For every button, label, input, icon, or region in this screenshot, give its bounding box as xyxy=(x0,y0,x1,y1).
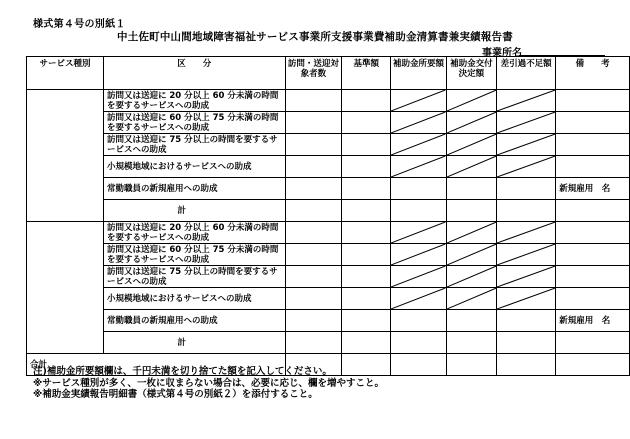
grant-decided-cell xyxy=(446,134,496,156)
grant-decided-cell xyxy=(446,244,496,266)
item-label: 訪問又は送迎に 60 分以上 75 分未満の時間を要するサービスへの助成 xyxy=(103,244,285,266)
subtotal-label: 計 xyxy=(103,200,285,222)
remarks-cell[interactable] xyxy=(556,200,630,222)
grant-decided-cell xyxy=(446,156,496,178)
item-label: 小規模地域におけるサービスへの助成 xyxy=(103,156,285,178)
remarks-cell[interactable] xyxy=(556,90,630,112)
service-type-cell[interactable] xyxy=(27,222,104,354)
item-label: 常勤職員の新規雇用への助成 xyxy=(103,178,285,200)
grant-decided-cell xyxy=(446,90,496,112)
grant-decided-total[interactable] xyxy=(446,354,496,376)
remarks-cell[interactable] xyxy=(556,332,630,354)
difference-cell xyxy=(497,288,556,310)
visits-cell[interactable] xyxy=(285,200,341,222)
service-type-cell[interactable] xyxy=(27,90,104,222)
visits-cell[interactable] xyxy=(285,112,341,134)
remarks-cell[interactable] xyxy=(556,266,630,288)
difference-cell[interactable] xyxy=(497,200,556,222)
table-row xyxy=(27,112,630,134)
difference-cell xyxy=(497,244,556,266)
remarks-cell[interactable] xyxy=(556,288,630,310)
item-label: 訪問又は送迎に 20 分以上 60 分未満の時間を要するサービスへの助成 xyxy=(103,222,285,244)
grant-decided-cell[interactable] xyxy=(446,178,496,200)
grant-decided-cell[interactable] xyxy=(446,310,496,332)
visits-cell[interactable] xyxy=(285,288,341,310)
page-title: 中土佐町中山間地域障害福祉サービス事業所支援事業費補助金清算書兼実績報告書 xyxy=(117,31,513,43)
difference-cell xyxy=(497,222,556,244)
grant-required-cell[interactable] xyxy=(391,310,446,332)
table-row xyxy=(27,134,630,156)
base-amount-cell[interactable] xyxy=(342,332,391,354)
remarks-cell[interactable]: 新規雇用 名 xyxy=(556,310,630,332)
header-difference: 差引過不足額 xyxy=(497,57,556,90)
remarks-total[interactable] xyxy=(556,354,630,376)
grant-required-cell xyxy=(391,112,446,134)
difference-cell xyxy=(497,156,556,178)
remarks-cell[interactable] xyxy=(556,156,630,178)
table-row xyxy=(27,310,630,332)
item-label: 訪問又は送迎に 20 分以上 60 分未満の時間を要するサービスへの助成 xyxy=(103,90,285,112)
header-base-amount: 基準額 xyxy=(342,57,391,90)
item-label: 小規模地域におけるサービスへの助成 xyxy=(103,288,285,310)
grant-decided-cell xyxy=(446,266,496,288)
table-row xyxy=(27,156,630,178)
table-row xyxy=(27,266,630,288)
header-remarks: 備 考 xyxy=(556,57,630,90)
visits-cell[interactable] xyxy=(285,178,341,200)
grant-required-cell[interactable] xyxy=(391,332,446,354)
grant-required-cell xyxy=(391,288,446,310)
grant-required-cell xyxy=(391,244,446,266)
visits-cell[interactable] xyxy=(285,156,341,178)
item-label: 常勤職員の新規雇用への助成 xyxy=(103,310,285,332)
office-name-label: 事業所名 xyxy=(482,48,522,59)
grant-required-cell xyxy=(391,90,446,112)
visits-cell[interactable] xyxy=(285,266,341,288)
visits-cell[interactable] xyxy=(285,244,341,266)
base-amount-cell[interactable] xyxy=(342,200,391,222)
difference-cell xyxy=(497,266,556,288)
visits-cell[interactable] xyxy=(285,90,341,112)
difference-cell xyxy=(497,90,556,112)
difference-cell[interactable] xyxy=(497,310,556,332)
difference-cell[interactable] xyxy=(497,178,556,200)
grant-decided-cell xyxy=(446,222,496,244)
table-row xyxy=(27,222,630,244)
item-label: 訪問又は送迎に 75 分以上の時間を要するサービスへの助成 xyxy=(103,266,285,288)
base-amount-cell[interactable] xyxy=(342,134,391,156)
header-visits: 訪問・送迎対象者数 xyxy=(285,57,341,90)
footnotes xyxy=(33,366,384,401)
grant-required-cell[interactable] xyxy=(391,178,446,200)
table-row xyxy=(27,90,630,112)
table-row xyxy=(27,178,630,200)
base-amount-cell[interactable] xyxy=(342,244,391,266)
grant-required-cell xyxy=(391,222,446,244)
visits-cell[interactable] xyxy=(285,332,341,354)
item-label: 訪問又は送迎に 60 分以上 75 分未満の時間を要するサービスへの助成 xyxy=(103,112,285,134)
table-row xyxy=(27,244,630,266)
difference-total[interactable] xyxy=(497,354,556,376)
grant-required-cell xyxy=(391,134,446,156)
total-label: 合計 xyxy=(27,354,286,376)
item-label: 訪問又は送迎に 75 分以上の時間を要するサービスへの助成 xyxy=(103,134,285,156)
base-amount-cell[interactable] xyxy=(342,156,391,178)
remarks-cell[interactable] xyxy=(556,112,630,134)
base-amount-cell[interactable] xyxy=(342,310,391,332)
table-row xyxy=(27,200,630,222)
grant-decided-cell xyxy=(446,112,496,134)
grant-required-cell[interactable] xyxy=(391,200,446,222)
report-table xyxy=(26,56,630,376)
form-number: 様式第４号の別紙１ xyxy=(33,19,126,30)
header-category: 区 分 xyxy=(103,57,285,90)
base-amount-cell[interactable] xyxy=(342,112,391,134)
footnote: 注)補助金所要額欄は、千円未満を切り捨てた額を記入してください。 xyxy=(33,366,332,377)
remarks-cell[interactable] xyxy=(556,222,630,244)
base-amount-cell[interactable] xyxy=(342,288,391,310)
base-amount-cell[interactable] xyxy=(342,222,391,244)
remarks-cell[interactable] xyxy=(556,244,630,266)
grant-required-cell xyxy=(391,266,446,288)
subtotal-label: 計 xyxy=(103,332,285,354)
base-amount-cell[interactable] xyxy=(342,90,391,112)
footnote: ※サービス種別が多く、一枚に収まらない場合は、必要に応じ、欄を増やすこと。 xyxy=(33,377,385,389)
header-grant-required: 補助金所要額 xyxy=(391,57,446,90)
table-row xyxy=(27,332,630,354)
base-amount-cell[interactable] xyxy=(342,178,391,200)
difference-cell xyxy=(497,112,556,134)
base-amount-cell[interactable] xyxy=(342,266,391,288)
footnote: ※補助金実績報告明細書（様式第４号の別紙２）を添付すること。 xyxy=(33,389,318,400)
difference-cell xyxy=(497,134,556,156)
remarks-cell[interactable] xyxy=(556,134,630,156)
visits-cell[interactable] xyxy=(285,310,341,332)
grant-decided-cell[interactable] xyxy=(446,332,496,354)
grant-decided-cell xyxy=(446,288,496,310)
visits-cell[interactable] xyxy=(285,222,341,244)
header-service-type: サービス種別 xyxy=(27,57,104,90)
grant-required-cell xyxy=(391,156,446,178)
grant-decided-cell[interactable] xyxy=(446,200,496,222)
grant-required-total[interactable] xyxy=(391,354,446,376)
remarks-cell[interactable]: 新規雇用 名 xyxy=(556,178,630,200)
table-row xyxy=(27,288,630,310)
visits-cell[interactable] xyxy=(285,134,341,156)
difference-cell[interactable] xyxy=(497,332,556,354)
header-grant-decided: 補助金交付決定額 xyxy=(446,57,496,90)
